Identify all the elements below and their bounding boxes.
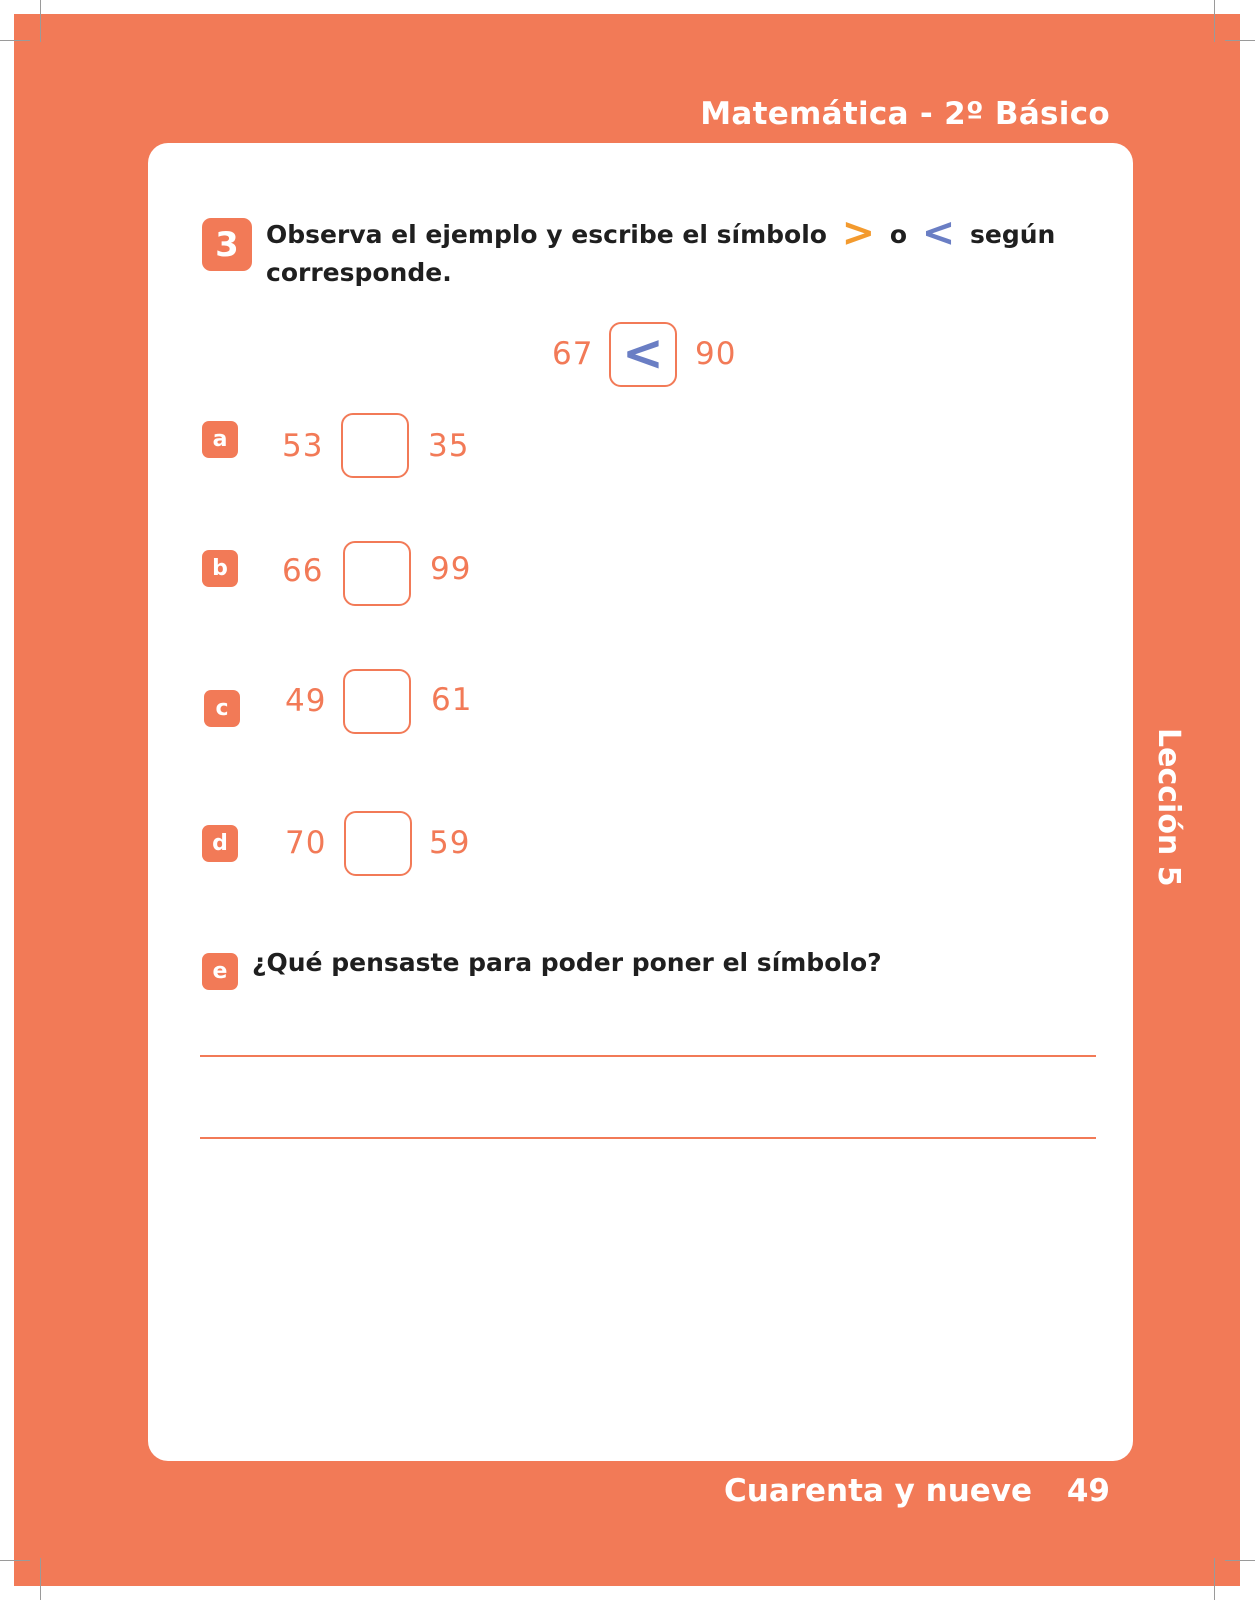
less-than-symbol: < xyxy=(921,210,956,256)
crop-mark xyxy=(1225,1560,1255,1561)
item-a-right-number: 35 xyxy=(428,428,470,464)
example-left-number: 67 xyxy=(552,336,594,372)
item-a-badge: a xyxy=(202,421,238,458)
example-symbol-box xyxy=(609,322,677,387)
exercise-number-badge: 3 xyxy=(202,218,252,271)
item-d-right-number: 59 xyxy=(429,825,471,861)
example-symbol: < xyxy=(622,323,664,382)
exercise-instruction xyxy=(266,210,1066,292)
item-b-answer-box[interactable] xyxy=(343,541,411,606)
item-c-badge: c xyxy=(204,690,240,727)
item-a-answer-box[interactable] xyxy=(341,413,409,478)
item-c-left-number: 49 xyxy=(285,683,327,719)
instruction-text-2: según corresponde. xyxy=(266,220,1056,287)
answer-line[interactable] xyxy=(200,1055,1096,1057)
crop-mark xyxy=(40,1558,41,1600)
answer-line[interactable] xyxy=(200,1137,1096,1139)
item-a-left-number: 53 xyxy=(282,428,324,464)
crop-mark xyxy=(1225,40,1255,41)
lesson-side-label: Lección 5 xyxy=(1151,728,1186,887)
crop-mark xyxy=(0,1560,30,1561)
example-right-number: 90 xyxy=(695,336,737,372)
crop-mark xyxy=(40,0,41,42)
reflection-question: ¿Qué pensaste para poder poner el símbolo? xyxy=(252,948,882,977)
instruction-connector: o xyxy=(889,220,908,249)
greater-than-symbol: > xyxy=(841,210,876,256)
crop-mark xyxy=(0,40,30,41)
page-footer xyxy=(724,1473,1110,1509)
item-d-left-number: 70 xyxy=(285,825,327,861)
item-d-answer-box[interactable] xyxy=(344,811,412,876)
item-e-badge: e xyxy=(202,953,238,990)
item-b-left-number: 66 xyxy=(282,553,324,589)
item-c-right-number: 61 xyxy=(431,682,473,718)
crop-mark xyxy=(1214,0,1215,42)
item-b-badge: b xyxy=(202,550,238,587)
crop-mark xyxy=(1214,1558,1215,1600)
item-c-answer-box[interactable] xyxy=(343,669,411,734)
item-b-right-number: 99 xyxy=(430,551,472,587)
item-d-badge: d xyxy=(202,825,238,862)
header-title: Matemática - 2º Básico xyxy=(700,96,1110,132)
page-number-words: Cuarenta y nueve xyxy=(724,1473,1033,1509)
instruction-text-1: Observa el ejemplo y escribe el símbolo xyxy=(266,220,827,249)
page-number: 49 xyxy=(1066,1473,1110,1509)
